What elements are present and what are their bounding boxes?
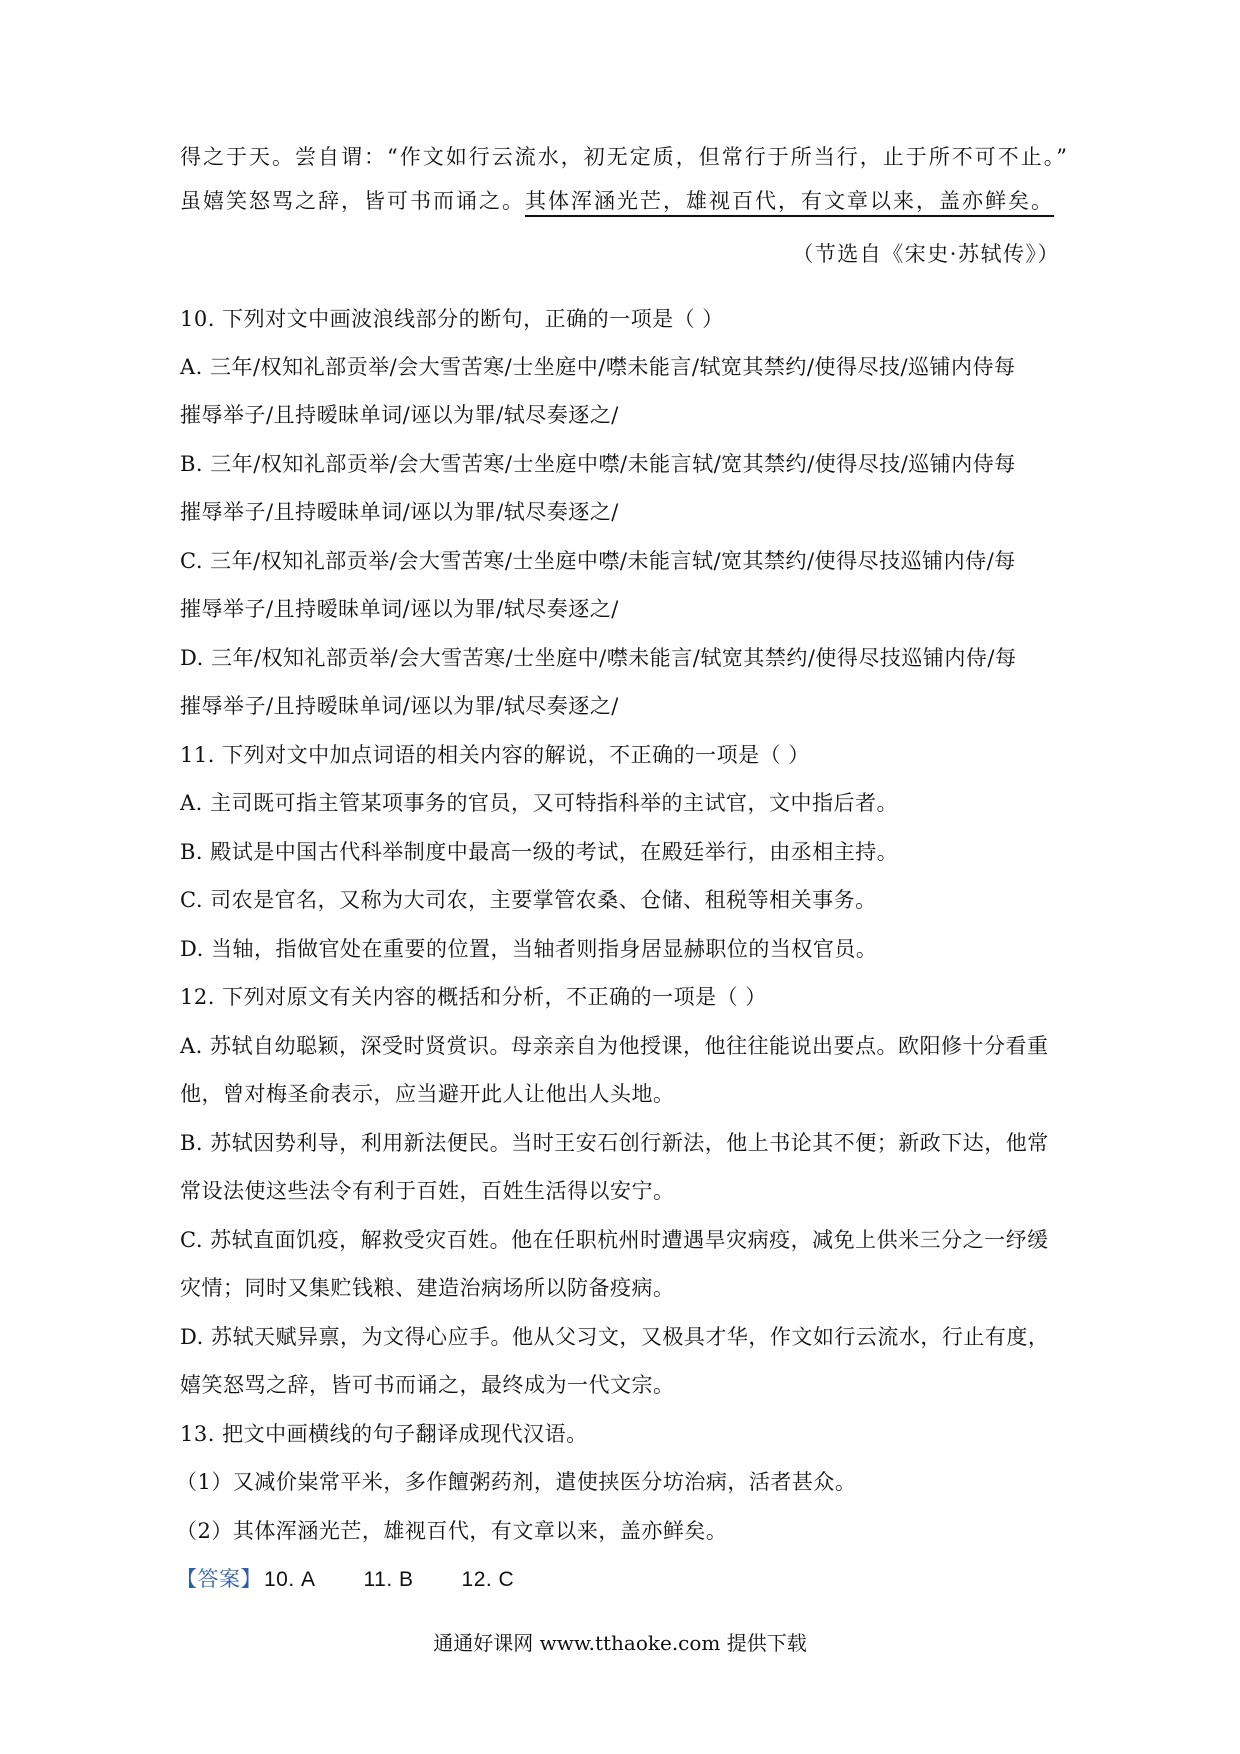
q10-option-d-line-1: D. 三年/权知礼部贡举/会大雪苦寒/士坐庭中/噤未能言/轼宽其禁约/使得尽技巡铺内侍/每: [180, 646, 1017, 670]
q10-option-a-line-1: A. 三年/权知礼部贡举/会大雪苦寒/士坐庭中/噤未能言/轼宽其禁约/使得尽技/巡铺内侍每: [180, 355, 1016, 379]
q12-option-a-line-2: 他，曾对梅圣俞表示，应当避开此人让他出人头地。: [180, 1082, 675, 1106]
passage-underlined-sentence: 其体浑涵光芒，雄视百代，有文章以来，盖亦鲜矣。: [525, 189, 1054, 217]
q12-option-b-line-2: 常设法使这些法令有利于百姓，百姓生活得以安宁。: [180, 1179, 675, 1203]
passage-source: （节选自《宋史·苏轼传》）: [792, 242, 1060, 266]
q10-option-c-line-2: 摧辱举子/且持暧昧单词/诬以为罪/轼尽奏逐之/: [180, 597, 619, 621]
answer-line: [176, 1564, 514, 1595]
q11-option-c: C. 司农是官名，又称为大司农，主要掌管农桑、仓储、租税等相关事务。: [180, 888, 877, 912]
q10-option-b-line-2: 摧辱举子/且持暧昧单词/诬以为罪/轼尽奏逐之/: [180, 500, 619, 524]
question-10-stem: 10. 下列对文中画波浪线部分的断句，正确的一项是（ ）: [180, 307, 724, 331]
answer-10: 10. A: [264, 1568, 316, 1591]
q13-item-1: （1）又减价粜常平米，多作饘粥药剂，遣使挟医分坊治病，活者甚众。: [176, 1470, 857, 1494]
question-13-stem: 13. 把文中画横线的句子翻译成现代汉语。: [180, 1422, 588, 1446]
q10-option-d-line-2: 摧辱举子/且持暧昧单词/诬以为罪/轼尽奏逐之/: [180, 694, 619, 718]
q11-option-a: A. 主司既可指主管某项事务的官员，又可特指科举的主试官，文中指后者。: [180, 791, 899, 815]
answer-11: 11. B: [363, 1568, 414, 1591]
q12-option-d-line-2: 嬉笑怒骂之辞，皆可书而诵之，最终成为一代文宗。: [180, 1373, 675, 1397]
question-12-stem: 12. 下列对原文有关内容的概括和分析，不正确的一项是（ ）: [180, 985, 767, 1009]
q13-item-2: （2）其体浑涵光芒，雄视百代，有文章以来，盖亦鲜矣。: [176, 1519, 728, 1543]
passage-plain-text: 虽嬉笑怒骂之辞，皆可书而诵之。: [180, 189, 525, 213]
q11-option-b: B. 殿试是中国古代科举制度中最高一级的考试，在殿廷举行，由丞相主持。: [180, 840, 899, 864]
q10-option-a-line-2: 摧辱举子/且持暧昧单词/诬以为罪/轼尽奏逐之/: [180, 403, 619, 427]
q12-option-d-line-1: D. 苏轼天赋异禀，为文得心应手。他从父习文，又极具才华，作文如行云流水，行止有度，: [180, 1325, 1050, 1349]
answer-12: 12. C: [461, 1568, 515, 1591]
passage-line-1: 得之于天。尝自谓：“作文如行云流水，初无定质，但常行于所当行，止于所不可不止。”: [180, 145, 1069, 169]
q10-option-c-line-1: C. 三年/权知礼部贡举/会大雪苦寒/士坐庭中噤/未能言轼/宽其禁约/使得尽技巡铺内侍/每: [180, 549, 1016, 573]
q12-option-b-line-1: B. 苏轼因势利导，利用新法便民。当时王安石创行新法，他上书论其不便；新政下达，他常: [180, 1131, 1049, 1155]
answer-tag: 【答案】: [176, 1567, 262, 1591]
q11-option-d: D. 当轴，指做官处在重要的位置，当轴者则指身居显赫职位的当权官员。: [180, 937, 878, 961]
page-footer: 通通好课网 www.tthaoke.com 提供下载: [433, 1631, 807, 1655]
passage-line-2: [180, 186, 1054, 216]
q12-option-c-line-2: 灾情；同时又集贮钱粮、建造治病场所以防备疫病。: [180, 1276, 675, 1300]
q12-option-a-line-1: A. 苏轼自幼聪颖，深受时贤赏识。母亲亲自为他授课，他往往能说出要点。欧阳修十分看重: [180, 1034, 1049, 1058]
q10-option-b-line-1: B. 三年/权知礼部贡举/会大雪苦寒/士坐庭中噤/未能言轼/宽其禁约/使得尽技/巡铺内侍每: [180, 452, 1016, 476]
q12-option-c-line-1: C. 苏轼直面饥疫，解救受灾百姓。他在任职杭州时遭遇旱灾病疫，减免上供米三分之一纾缓: [180, 1228, 1049, 1252]
question-11-stem: 11. 下列对文中加点词语的相关内容的解说，不正确的一项是（ ）: [180, 743, 810, 767]
